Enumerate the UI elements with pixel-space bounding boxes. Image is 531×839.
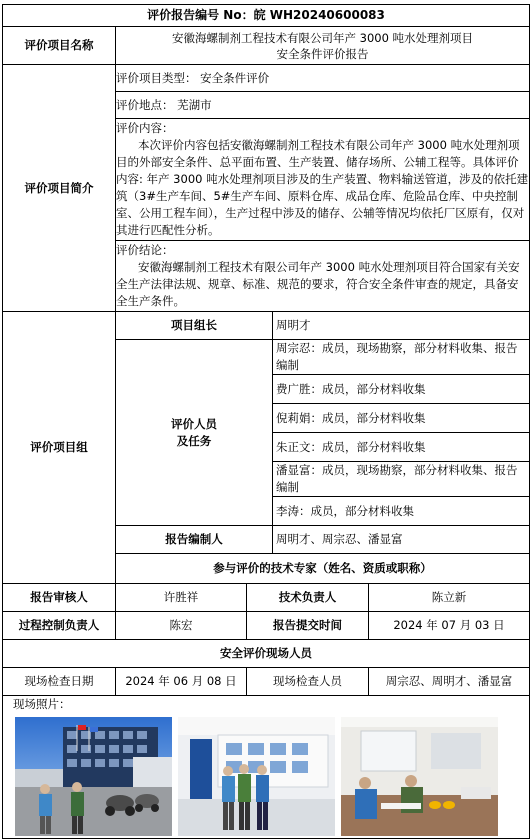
submit-time-label: 报告提交时间: [247, 612, 369, 640]
report-page: [2, 4, 529, 839]
site-photo-office: [341, 717, 498, 836]
project-location-row: [116, 92, 529, 119]
report-writer-label: 报告编制人: [116, 526, 273, 554]
team-leader-label: 项目组长: [116, 312, 273, 340]
project-type-value: 安全条件评价: [200, 71, 270, 85]
site-staff-value: 周宗忍、周明才、潘显富: [369, 668, 530, 696]
project-location-label: 评价地点：: [116, 98, 174, 112]
office-photo-image: [341, 717, 498, 836]
site-photos-label: 现场照片：: [13, 697, 71, 711]
project-name-value: [116, 27, 530, 65]
site-photos: [3, 713, 529, 838]
report-number-label: 评价报告编号 No：: [147, 8, 254, 22]
submit-time-value: 2024 年 07 月 03 日: [369, 612, 530, 640]
project-location-value: 芜湖市: [177, 98, 212, 112]
project-name-line2: 安全条件评价报告: [276, 46, 369, 61]
tech-lead-label: 技术负责人: [247, 584, 369, 612]
site-date-value: 2024 年 06 月 08 日: [116, 668, 247, 696]
project-content-text: 本次评价内容包括安徽海螺制剂工程技术有限公司年产 3000 吨水处理剂项目的外部安全条件、总平面布置、生产装置、储存场所、公辅工程等。具体评价内容: 年产 3000 吨水处理剂项目涉及的生产装置、物料输送管道，涉及的依托建筑（3#生产车间、5#生产车间、原料仓库、成品仓库、危险品仓库、中央控制室、公用工程车间），生产过程中涉及的储存、公辅等情况均依托厂区原有，仅对其进行匹配性分析。: [116, 138, 529, 237]
project-brief-label: 评价项目简介: [3, 65, 116, 312]
site-photo-building: [15, 717, 172, 836]
project-type-row: [116, 65, 529, 92]
project-conclusion-row: [116, 241, 529, 311]
process-lead-value: 陈宏: [116, 612, 247, 640]
site-photo-indoor: [178, 717, 335, 836]
project-content-row: [116, 119, 529, 241]
report-number-value: 皖 WH20240600083: [253, 8, 385, 22]
team-members-label-line1: 评价人员: [171, 416, 217, 431]
report-table: [2, 4, 530, 839]
team-label: 评价项目组: [3, 312, 116, 584]
team-member: 李涛：成员，部分材料收集: [273, 497, 530, 526]
team-member: 周宗忍：成员，现场勘察，部分材料收集、报告编制: [273, 340, 530, 375]
site-photos-cell: [3, 696, 530, 839]
experts-title: 参与评价的技术专家（姓名、资质或职称）: [116, 554, 530, 584]
site-title: 安全评价现场人员: [3, 640, 530, 668]
team-member: 倪莉娟：成员，部分材料收集: [273, 404, 530, 433]
team-member: 费广胜：成员，部分材料收集: [273, 375, 530, 404]
team-leader-value: 周明才: [273, 312, 530, 340]
project-name-line1: 安徽海螺制剂工程技术有限公司年产 3000 吨水处理剂项目: [171, 30, 474, 45]
project-brief-content: [116, 65, 530, 312]
tech-lead-value: 陈立新: [369, 584, 530, 612]
project-type-label: 评价项目类型：: [116, 71, 197, 85]
reviewer-label: 报告审核人: [3, 584, 116, 612]
site-date-label: 现场检查日期: [3, 668, 116, 696]
process-lead-label: 过程控制负责人: [3, 612, 116, 640]
report-number-header: [3, 5, 530, 27]
site-staff-label: 现场检查人员: [247, 668, 369, 696]
project-name-label: 评价项目名称: [3, 27, 116, 65]
project-content-label: 评价内容：: [116, 121, 174, 135]
indoor-photo-image: [178, 717, 335, 836]
team-members-label-line2: 及任务: [176, 433, 212, 448]
report-writer-value: 周明才、周宗忍、潘显富: [273, 526, 530, 554]
team-member: 朱正文：成员，部分材料收集: [273, 433, 530, 462]
project-conclusion-label: 评价结论：: [116, 243, 174, 257]
reviewer-value: 许胜祥: [116, 584, 247, 612]
team-member: 潘显富：成员，现场勘察，部分材料收集、报告编制: [273, 462, 530, 497]
project-conclusion-text: 安徽海螺制剂工程技术有限公司年产 3000 吨水处理剂项目符合国家有关安全生产法律法规、规章、标准、规范的要求，符合安全条件审查的规定，具备安全生产条件。: [116, 260, 520, 308]
building-photo-image: [15, 717, 172, 836]
team-members-label: [116, 340, 273, 526]
